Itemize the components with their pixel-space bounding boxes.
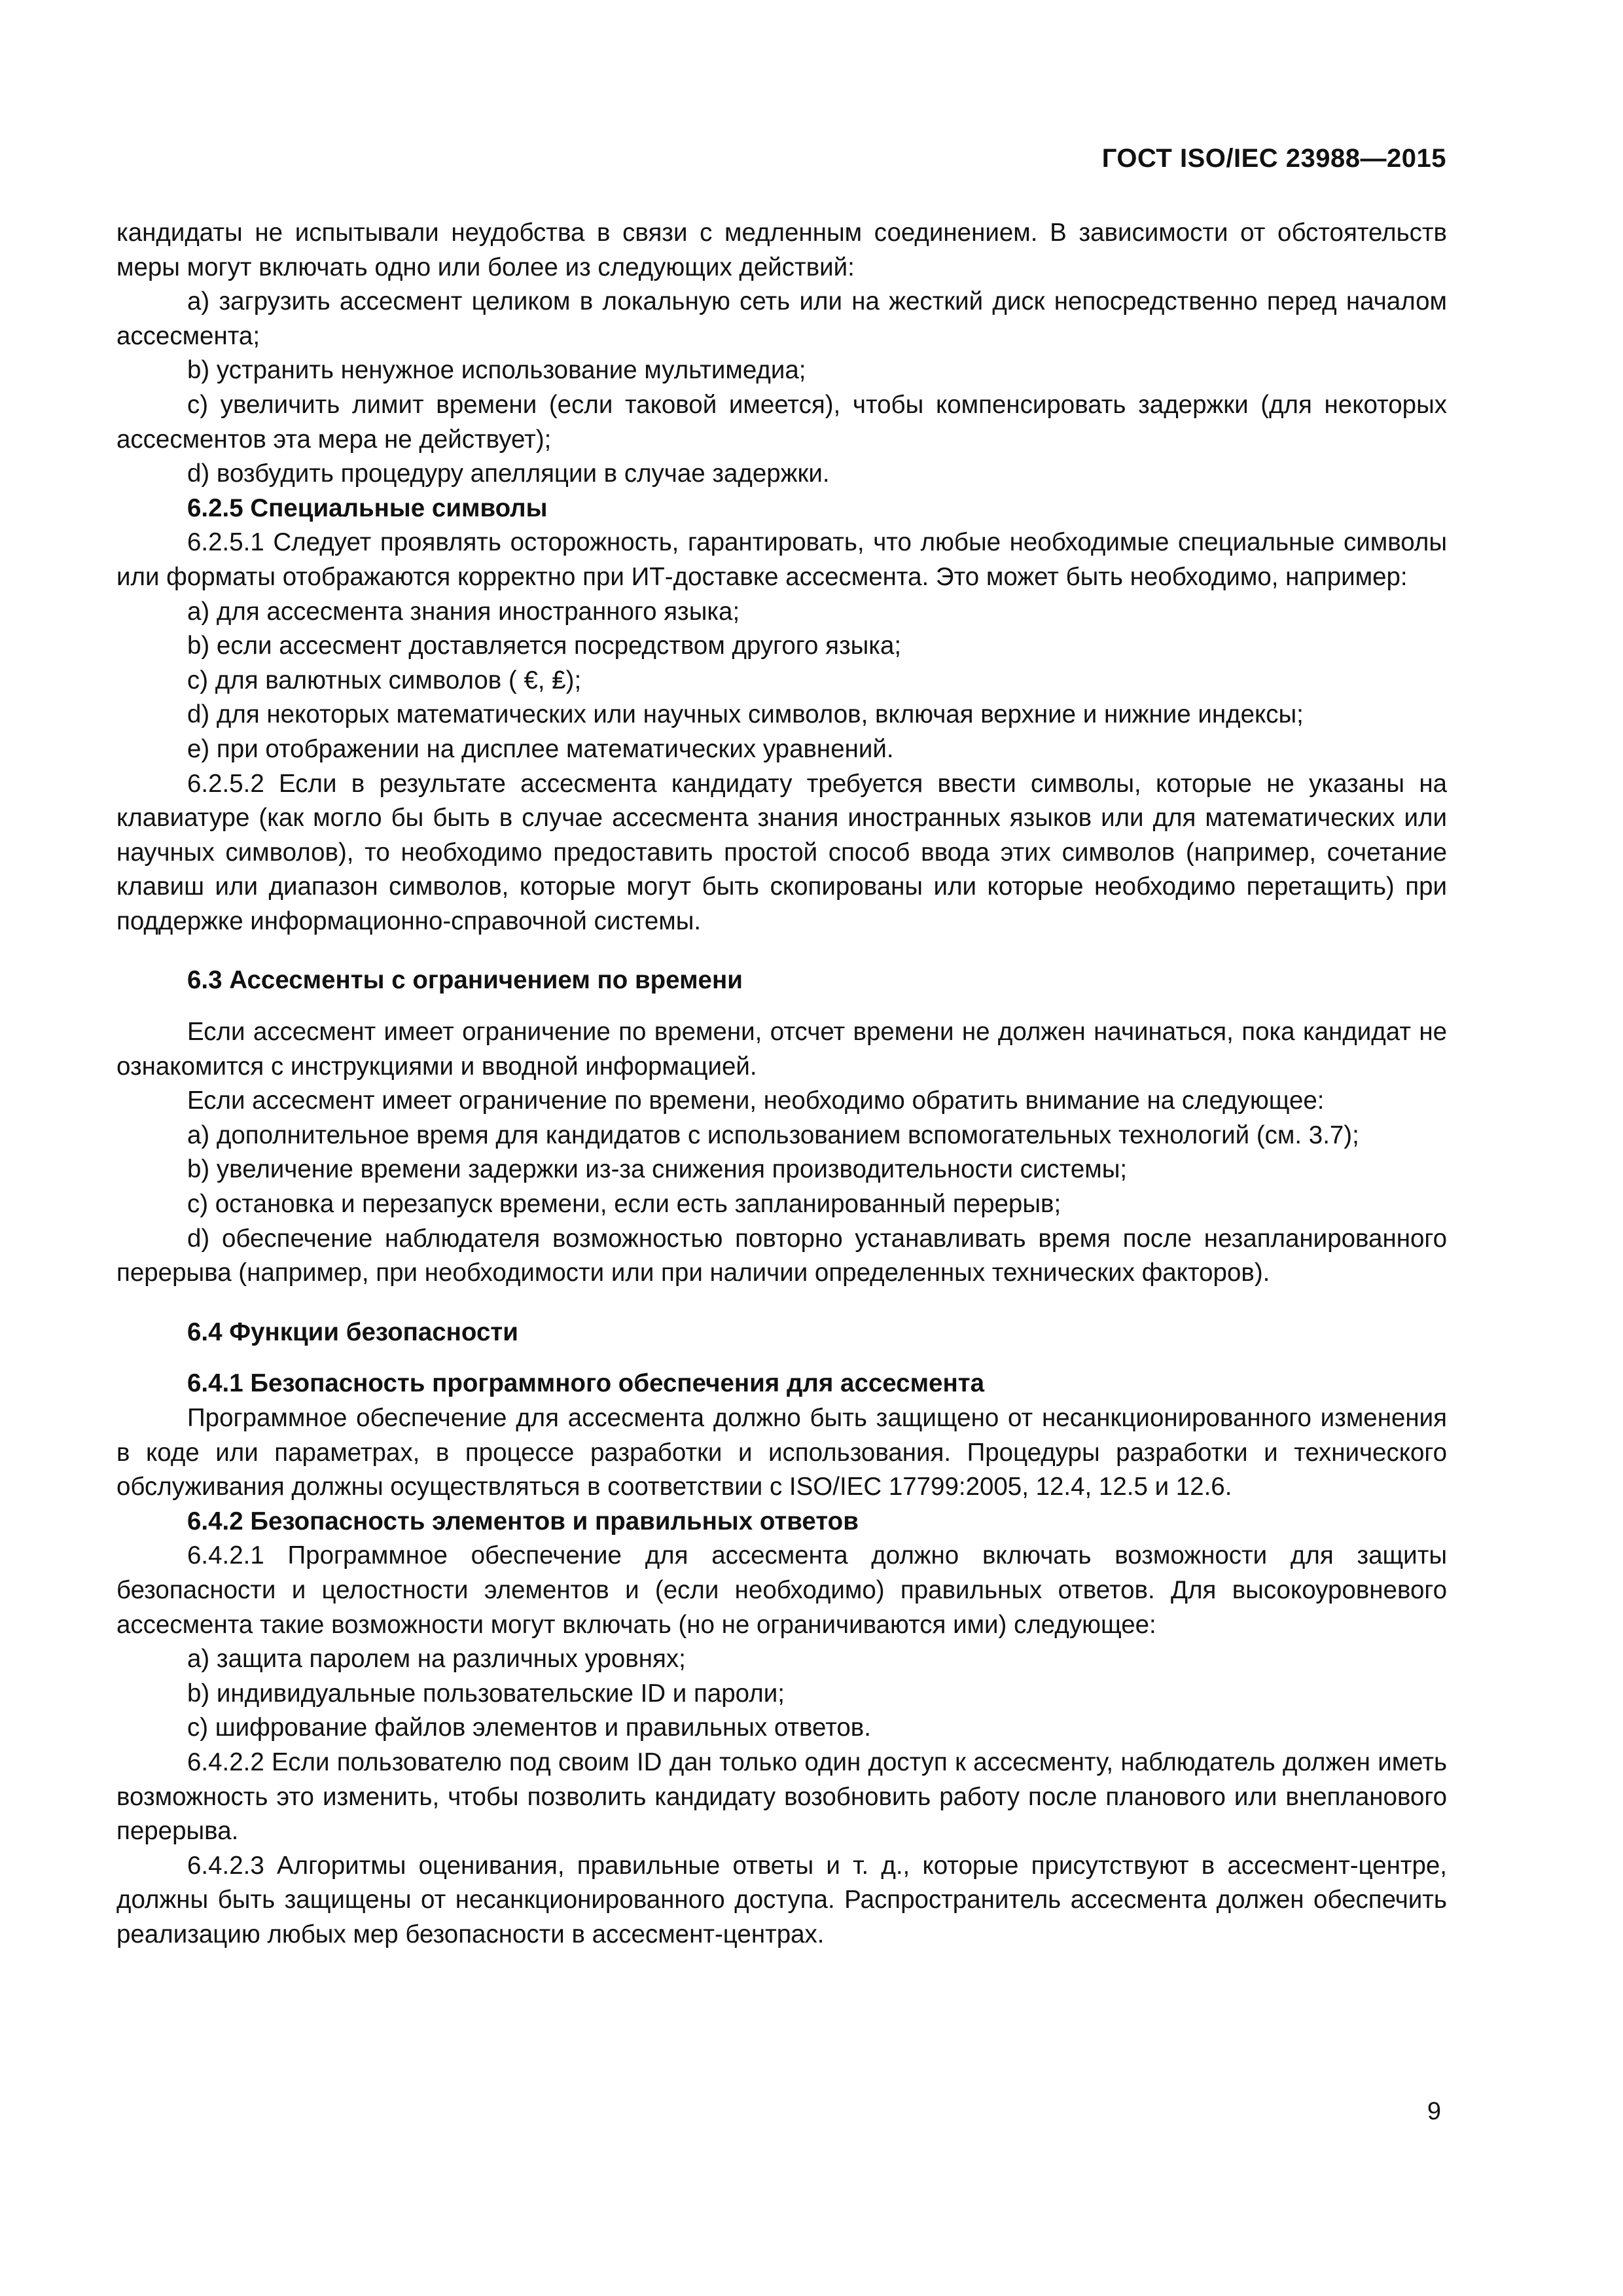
section-heading-6-4-2: 6.4.2 Безопасность элементов и правильных ответов [187,1507,859,1535]
list-item: b) если ассесмент доставляется посредством другого языка; [187,632,902,660]
list-item: b) увеличение времени задержки из-за снижения производительности системы; [187,1155,1128,1184]
list-item: e) при отображении на дисплее математических уравнений. [187,734,894,763]
list-item: b) индивидуальные пользовательские ID и пароли; [187,1679,785,1708]
paragraph: 6.4.2.1 Программное обеспечение для ассесмента должно включать возможности для защиты безопасности и целостности элементов и (если необходимо) правильных ответов. Для высокоуровневого ассесмента такие возможности могут включать (но не ограничиваются ими) следующее: [116,1541,1447,1639]
section-heading-6-4-1: 6.4.1 Безопасность программного обеспечения для ассесмента [187,1369,984,1398]
paragraph: Если ассесмент имеет ограничение по времени, необходимо обратить внимание на следующее: [187,1086,1325,1115]
paragraph: 6.2.5.2 Если в результате ассесмента кандидату требуется ввести символы, которые не указаны на клавиатуре (как могло бы быть в случае ассесмента знания иностранных языков или для математических или научных символов), то необходимо предоставить простой способ ввода этих символов (например, сочетание клавиш или диапазон символов, которые могут быть скопированы или которые необходимо перетащить) при поддержке информационно-справочной системы. [116,769,1447,935]
page-number: 9 [1427,2098,1441,2125]
list-item: a) для ассесмента знания иностранного языка; [187,597,740,626]
list-item: a) дополнительное время для кандидатов с использованием вспомогательных технологий (см. 3.7); [187,1121,1359,1149]
section-heading-6-3: 6.3 Ассесменты с ограничением по времени [187,966,743,995]
list-item: c) остановка и перезапуск времени, если есть запланированный перерыв; [187,1190,1061,1219]
paragraph: Программное обеспечение для ассесмента должно быть защищено от несанкционированного изменения в коде или параметрах, в процессе разработки и использования. Процедуры разработки и технического обслуживания должны осуществляться в соответствии с ISO/IEC 17799:2005, 12.4, 12.5 и 12.6. [116,1404,1447,1501]
list-item: b) устранить ненужное использование мультимедиа; [187,356,806,385]
list-item: c) увеличить лимит времени (если таковой имеется), чтобы компенсировать задержки (для некоторых ассесментов эта мера не действует); [116,390,1447,454]
section-heading-6-4: 6.4 Функции безопасности [187,1318,518,1346]
paragraph: 6.2.5.1 Следует проявлять осторожность, гарантировать, что любые необходимые специальные символы или форматы отображаются корректно при ИТ-доставке ассесмента. Это может быть необходимо, например: [116,528,1447,591]
document-body [116,216,1447,1952]
document-code-header: ГОСТ ISO/IEC 23988—2015 [1101,144,1446,173]
list-item: d) для некоторых математических или научных символов, включая верхние и нижние индексы; [187,700,1304,729]
list-item: d) обеспечение наблюдателя возможностью повторно устанавливать время после незапланированного перерыва (например, при необходимости или при наличии определенных технических факторов). [116,1224,1447,1287]
list-item: a) защита паролем на различных уровнях; [187,1645,686,1674]
list-item: d) возбудить процедуру апелляции в случае задержки. [187,459,830,488]
list-item: a) загрузить ассесмент целиком в локальную сеть или на жесткий диск непосредственно перед началом ассесмента; [116,287,1447,350]
list-item: c) для валютных символов ( €, ₤); [187,666,582,694]
section-heading-6-2-5: 6.2.5 Специальные символы [187,493,548,522]
paragraph: 6.4.2.2 Если пользователю под своим ID дан только один доступ к ассесменту, наблюдатель должен иметь возможность это изменить, чтобы позволить кандидату возобновить работу после планового или внепланового перерыва. [116,1748,1447,1846]
paragraph: 6.4.2.3 Алгоритмы оценивания, правильные ответы и т. д., которые присутствуют в ассесмент-центре, должны быть защищены от несанкционированного доступа. Распространитель ассесмента должен обеспечить реализацию любых мер безопасности в ассесмент-центрах. [116,1851,1447,1948]
list-item: c) шифрование файлов элементов и правильных ответов. [187,1713,871,1742]
paragraph: кандидаты не испытывали неудобства в связи с медленным соединением. В зависимости от обстоятельств меры могут включать одно или более из следующих действий: [116,219,1447,281]
paragraph: Если ассесмент имеет ограничение по времени, отсчет времени не должен начинаться, пока кандидат не ознакомится с инструкциями и вводной информацией. [116,1018,1447,1081]
